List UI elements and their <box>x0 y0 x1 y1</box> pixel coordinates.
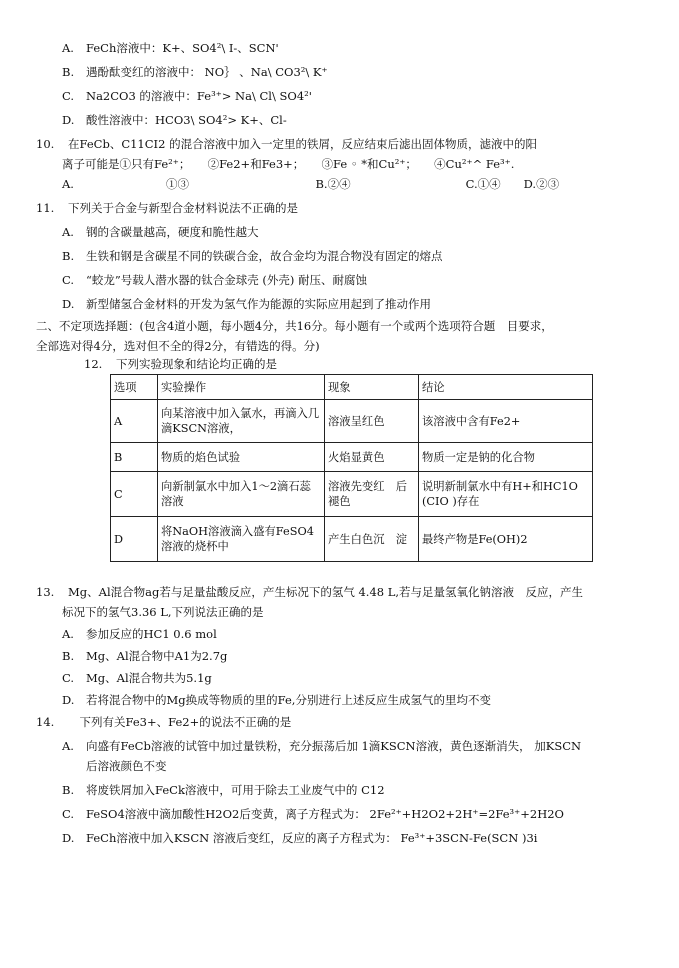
q13-stem-cont <box>62 604 264 620</box>
option-label: C. <box>62 89 75 103</box>
question-text: 下列有关Fe3+、Fe2+的说法不正确的是 <box>68 715 292 729</box>
table-cell: B <box>111 443 158 472</box>
q13-option-d <box>62 692 491 708</box>
table-cell: 向某溶液中加入氯水，再滴入几滴KSCN溶液， <box>158 400 325 443</box>
option-text: 参加反应的HC1 0.6 mol <box>86 627 217 641</box>
option-text: FeCh溶液中：K+、SO4²\ I-、SCN' <box>86 41 279 55</box>
option-label: C. <box>62 273 75 287</box>
choices-text: A. ①③ B.②④ C.①④ D.②③ <box>62 177 560 191</box>
option-text: 新型储氢合金材料的开发为氢气作为能源的实际应用起到了推动作用 <box>86 297 431 311</box>
table-cell: C <box>111 472 158 517</box>
option-text: 生铁和钢是含碳星不同的铁碳合金，故合金均为混合物没有固定的熔点 <box>86 249 443 263</box>
option-label: B. <box>62 65 75 79</box>
q13-option-b <box>62 648 227 664</box>
q11-option-a <box>62 224 259 240</box>
table-row <box>111 517 593 562</box>
table-cell: 溶液呈红色 <box>325 400 419 443</box>
section-heading <box>36 318 553 334</box>
question-text: 标况下的氢气3.36 L,下列说法正确的是 <box>62 605 264 619</box>
table-cell: 说明新制氯水中有H+和HC1O (CIO )存在 <box>419 472 593 517</box>
q13-stem <box>36 584 583 600</box>
option-label: A. <box>62 627 74 641</box>
experiment-table <box>110 374 593 562</box>
option-text: 若将混合物中的Mg换成等物质的里的Fe,分别进行上述反应生成氢气的里均不变 <box>86 693 491 707</box>
q14-option-d <box>62 830 537 846</box>
question-text: 离子可能是①只有Fe²⁺； ②Fe2+和Fe3+； ③Fe ◦ *和Cu²⁺； ④Cu²⁺^ Fe³⁺. <box>62 157 515 171</box>
option-label: D. <box>62 693 75 707</box>
q11-stem <box>36 200 298 216</box>
option-label: A. <box>62 225 74 239</box>
q9-option-d <box>62 112 287 128</box>
option-label: C. <box>62 671 75 685</box>
option-text: 酸性溶液中：HCO3\ SO4²> K+、Cl- <box>86 113 287 127</box>
table-cell: 向新制氯水中加入1～2滴石蕊溶液 <box>158 472 325 517</box>
question-number: 10. <box>36 137 55 151</box>
q14-option-b <box>62 782 385 798</box>
option-text: 向盛有FeCb溶液的试管中加过量铁粉，充分振荡后加 1滴KSCN溶液，黄色逐渐消失， 加KSCN <box>86 739 582 753</box>
q14-stem <box>36 714 291 730</box>
q13-option-c <box>62 670 212 686</box>
table-header-row <box>111 375 593 400</box>
option-label: D. <box>62 297 75 311</box>
option-label: C. <box>62 807 75 821</box>
q12-stem <box>84 356 277 372</box>
table-header-cell: 实验操作 <box>158 375 325 400</box>
option-text: 后溶液颜色不变 <box>86 759 167 773</box>
q11-option-b <box>62 248 443 264</box>
question-number: 12. <box>84 357 103 371</box>
q14-option-a-cont <box>86 758 167 774</box>
option-text: FeCh溶液中加入KSCN 溶液后变红，反应的离子方程式为： Fe³⁺+3SCN-Fe(SCN )3i <box>86 831 538 845</box>
section-heading-cont <box>36 338 320 354</box>
q9-option-c <box>62 88 312 104</box>
option-text: 遇酚酞变红的溶液中： NO｝ 、Na\ CO3²\ K⁺ <box>86 65 328 79</box>
table-cell: 火焰显黄色 <box>325 443 419 472</box>
table-header-cell: 现象 <box>325 375 419 400</box>
q9-option-a <box>62 40 279 56</box>
section-heading-text: 全部选对得4分，选对但不全的得2分，有错选的得。分) <box>36 339 320 353</box>
q10-stem <box>36 136 537 152</box>
question-number: 13. <box>36 585 55 599</box>
option-text: Mg、Al混合物中A1为2.7g <box>86 649 228 663</box>
table-cell: A <box>111 400 158 443</box>
table-row <box>111 443 593 472</box>
table-cell: 最终产物是Fe(OH)2 <box>419 517 593 562</box>
q11-option-d <box>62 296 431 312</box>
option-label: D. <box>62 113 75 127</box>
option-text: “蛟龙”号载人潜水器的钛合金球壳 (外壳) 耐压、耐腐蚀 <box>86 273 368 287</box>
table-header-cell: 结论 <box>419 375 593 400</box>
table-cell: 产生白色沉 淀 <box>325 517 419 562</box>
option-label: B. <box>62 249 75 263</box>
option-label: A. <box>62 739 74 753</box>
q14-option-c <box>62 806 564 822</box>
table-cell: 溶液先变红 后褪色 <box>325 472 419 517</box>
option-text: Na2CO3 的溶液中：Fe³⁺> Na\ Cl\ SO4²' <box>86 89 312 103</box>
option-text: 将废铁屑加入FeCk溶液中，可用于除去工业废气中的 C12 <box>86 783 385 797</box>
q13-option-a <box>62 626 217 642</box>
table-header-cell: 选项 <box>111 375 158 400</box>
q9-option-b <box>62 64 328 80</box>
q11-option-c <box>62 272 367 288</box>
option-label: B. <box>62 783 75 797</box>
table-row <box>111 400 593 443</box>
table-cell: 物质的焰色试验 <box>158 443 325 472</box>
question-text: 在FeCb、C11CI2 的混合溶液中加入一定里的铁屑，反应结束后滤出固体物质，滤液中的阳 <box>68 137 538 151</box>
table-cell: 物质一定是钠的化合物 <box>419 443 593 472</box>
question-number: 11. <box>36 201 55 215</box>
question-text: 下列实验现象和结论均正确的是 <box>116 357 277 371</box>
q14-option-a <box>62 738 581 754</box>
option-label: B. <box>62 649 75 663</box>
question-text: 下列关于合金与新型合金材料说法不正确的是 <box>68 201 298 215</box>
table-cell: 该溶液中含有Fe2+ <box>419 400 593 443</box>
table-row <box>111 472 593 517</box>
option-text: FeSO4溶液中滴加酸性H2O2后变黄，离子方程式为： 2Fe²⁺+H2O2+2H⁺=2Fe³⁺+2H2O <box>86 807 564 821</box>
q10-stem-cont <box>62 156 514 172</box>
option-text: Mg、Al混合物共为5.1g <box>86 671 212 685</box>
question-number: 14. <box>36 715 55 729</box>
option-text: 钢的含碳量越高，硬度和脆性越大 <box>86 225 259 239</box>
table-cell: 将NaOH溶液滴入盛有FeSO4溶液的烧杯中 <box>158 517 325 562</box>
option-label: A. <box>62 41 74 55</box>
table-cell: D <box>111 517 158 562</box>
q10-choices <box>62 176 559 192</box>
section-heading-text: 二、不定项选择题：(包含4道小题，每小题4分，共16分。每小题有一个或两个选项符合题 目要求， <box>36 319 553 333</box>
option-label: D. <box>62 831 75 845</box>
question-text: Mg、Al混合物ag若与足量盐酸反应，产生标况下的氢气 4.48 L,若与足量氢氧化钠溶液 反应，产生 <box>68 585 584 599</box>
